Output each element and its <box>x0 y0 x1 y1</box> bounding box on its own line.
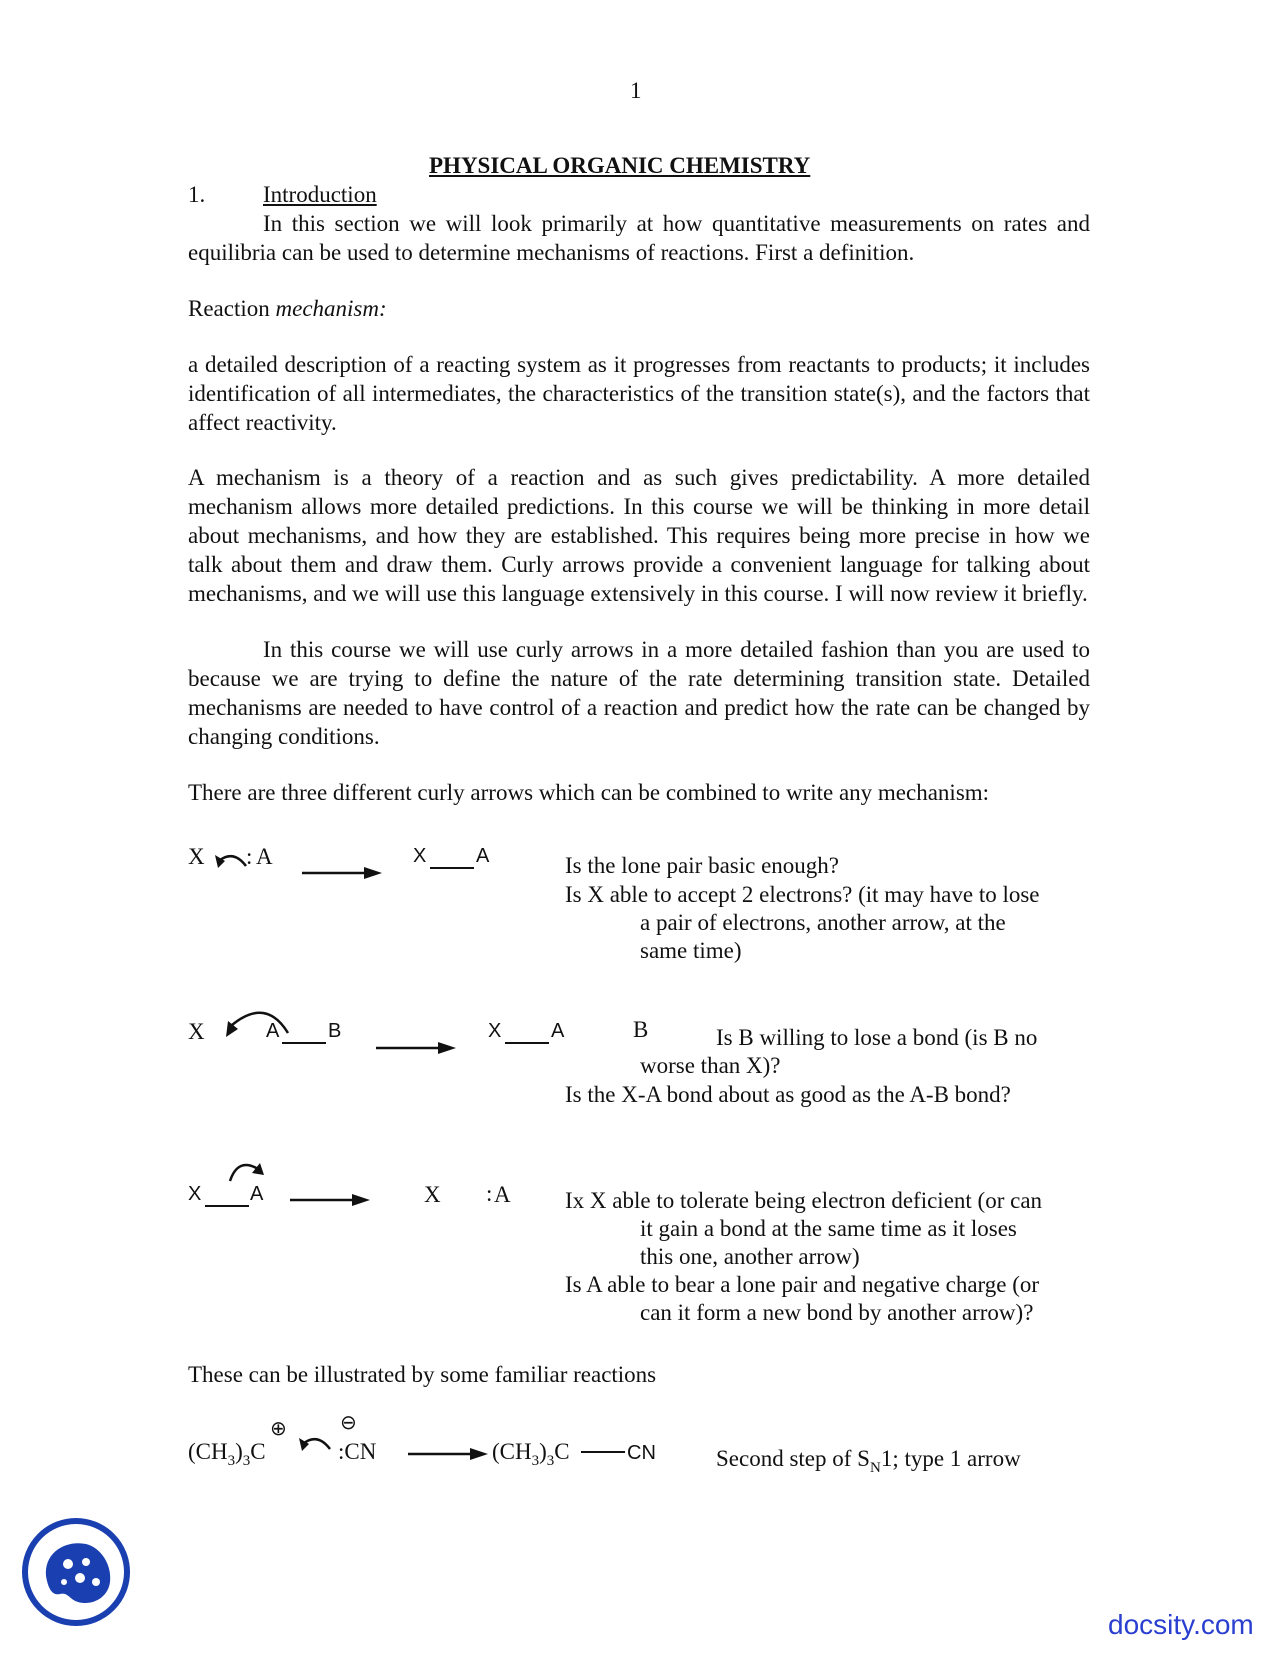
section-title: Introduction <box>263 182 377 207</box>
t1-a: A <box>256 844 273 869</box>
curly-arrow-icon <box>296 1433 336 1463</box>
reactant-cation: $(CH_3)_3C$ <box>188 1439 266 1469</box>
minus-charge-icon: ⊖ <box>340 1410 357 1434</box>
t2-question-3: Is the X-A bond about as good as the A-B bond? <box>565 1082 1011 1107</box>
brand-watermark[interactable]: docsity.com <box>1108 1609 1254 1640</box>
reaction-caption: Second step of $S_N1$; type 1 arrow <box>716 1446 1021 1476</box>
t1-lone-pair: : <box>246 844 253 869</box>
t2-question-1: Is B willing to lose a bond (is B no <box>716 1025 1038 1050</box>
definition-text: a detailed description of a reacting system as it progresses from reactants to products; it includes identification of all intermediates, the characteristics of the transition state(s), and the factors that affect reactivity. <box>188 352 1090 435</box>
paragraph-detail: In this course we will use curly arrows in a more detailed fashion than you are used to because we are trying to define the nature of the rate determining transition state. Detailed mechanisms are needed to have control of a reaction and predict how the rate can be changed by changing conditions. <box>188 637 1090 749</box>
curly-arrow-icon <box>212 850 252 880</box>
docsity-logo-icon <box>22 1518 130 1626</box>
t3-a: A <box>250 1183 264 1205</box>
reaction-arrow-icon <box>290 1193 372 1207</box>
plus-charge-icon: ⊕ <box>270 1416 287 1440</box>
bond-line <box>282 1041 326 1045</box>
t2-x: X <box>188 1019 205 1044</box>
t1-question-1: Is the lone pair basic enough? <box>565 853 839 878</box>
reaction-arrow-icon <box>302 866 384 880</box>
term-prefix: Reaction <box>188 296 270 321</box>
curly-arrow-icon <box>222 1003 294 1045</box>
t3-question-2: it gain a bond at the same time as it loses <box>640 1216 1017 1241</box>
paragraph-theory: A mechanism is a theory of a reaction and as such gives predictability. A more detailed mechanism allows more detailed predictions. In this course we will be thinking in more detail about mechanisms, and how they are established. This requires being more precise in how we talk about them and draw them. Curly arrows provide a convenient language for talking about mechanisms, and we will use this language extensively in this course. I will now review it briefly. <box>188 465 1090 606</box>
curly-arrow-icon <box>228 1155 268 1185</box>
t1-question-3: a pair of electrons, another arrow, at the <box>640 910 1006 935</box>
nucleophile: :CN <box>338 1439 377 1464</box>
definition-term <box>188 294 1090 323</box>
t2-product-x: X <box>488 1020 502 1042</box>
t1-product-x: X <box>413 845 427 867</box>
section-number: 1. <box>188 182 206 207</box>
intro-paragraph: In this section we will look primarily at how quantitative measurements on rates and equilibria can be used to determine mechanisms of reactions. First a definition. <box>188 211 1090 265</box>
t2-product-b: B <box>633 1017 649 1042</box>
t3-question-3: this one, another arrow) <box>640 1244 860 1269</box>
term-word: mechanism: <box>275 296 387 321</box>
illustration-intro: These can be illustrated by some familiar reactions <box>188 1362 657 1387</box>
bond-line <box>505 1041 549 1045</box>
reaction-arrow-icon <box>408 1447 490 1461</box>
t2-a: A <box>266 1020 280 1042</box>
t1-product-a: A <box>476 845 490 867</box>
t1-question-4: same time) <box>640 938 742 963</box>
three-arrows-intro: There are three different curly arrows which can be combined to write any mechanism: <box>188 780 990 805</box>
product-cn: CN <box>627 1442 656 1464</box>
logo-mark <box>40 1538 116 1610</box>
reaction-arrow-icon <box>376 1041 458 1055</box>
t2-b: B <box>328 1020 342 1042</box>
t3-question-1: Ix X able to tolerate being electron deficient (or can <box>565 1188 1043 1213</box>
t3-product-a: A <box>494 1182 511 1207</box>
t3-product-x: X <box>424 1182 441 1207</box>
t3-lone-pair: : <box>486 1181 493 1206</box>
t1-x: X <box>188 844 205 869</box>
product-alkyl: $(CH_3)_3C$ <box>492 1439 570 1469</box>
page-number: 1 <box>630 78 642 103</box>
bond-line <box>205 1204 249 1208</box>
bond-line <box>581 1450 625 1454</box>
t1-question-2: Is X able to accept 2 electrons? (it may have to lose <box>565 882 1040 907</box>
t2-question-2: worse than X)? <box>640 1053 781 1078</box>
t3-question-5: can it form a new bond by another arrow)? <box>640 1300 1034 1325</box>
t3-question-4: Is A able to bear a lone pair and negative charge (or <box>565 1272 1040 1297</box>
t3-x: X <box>188 1183 202 1205</box>
t2-product-a: A <box>551 1020 565 1042</box>
page-title: PHYSICAL ORGANIC CHEMISTRY <box>429 153 811 178</box>
bond-line <box>430 866 474 870</box>
